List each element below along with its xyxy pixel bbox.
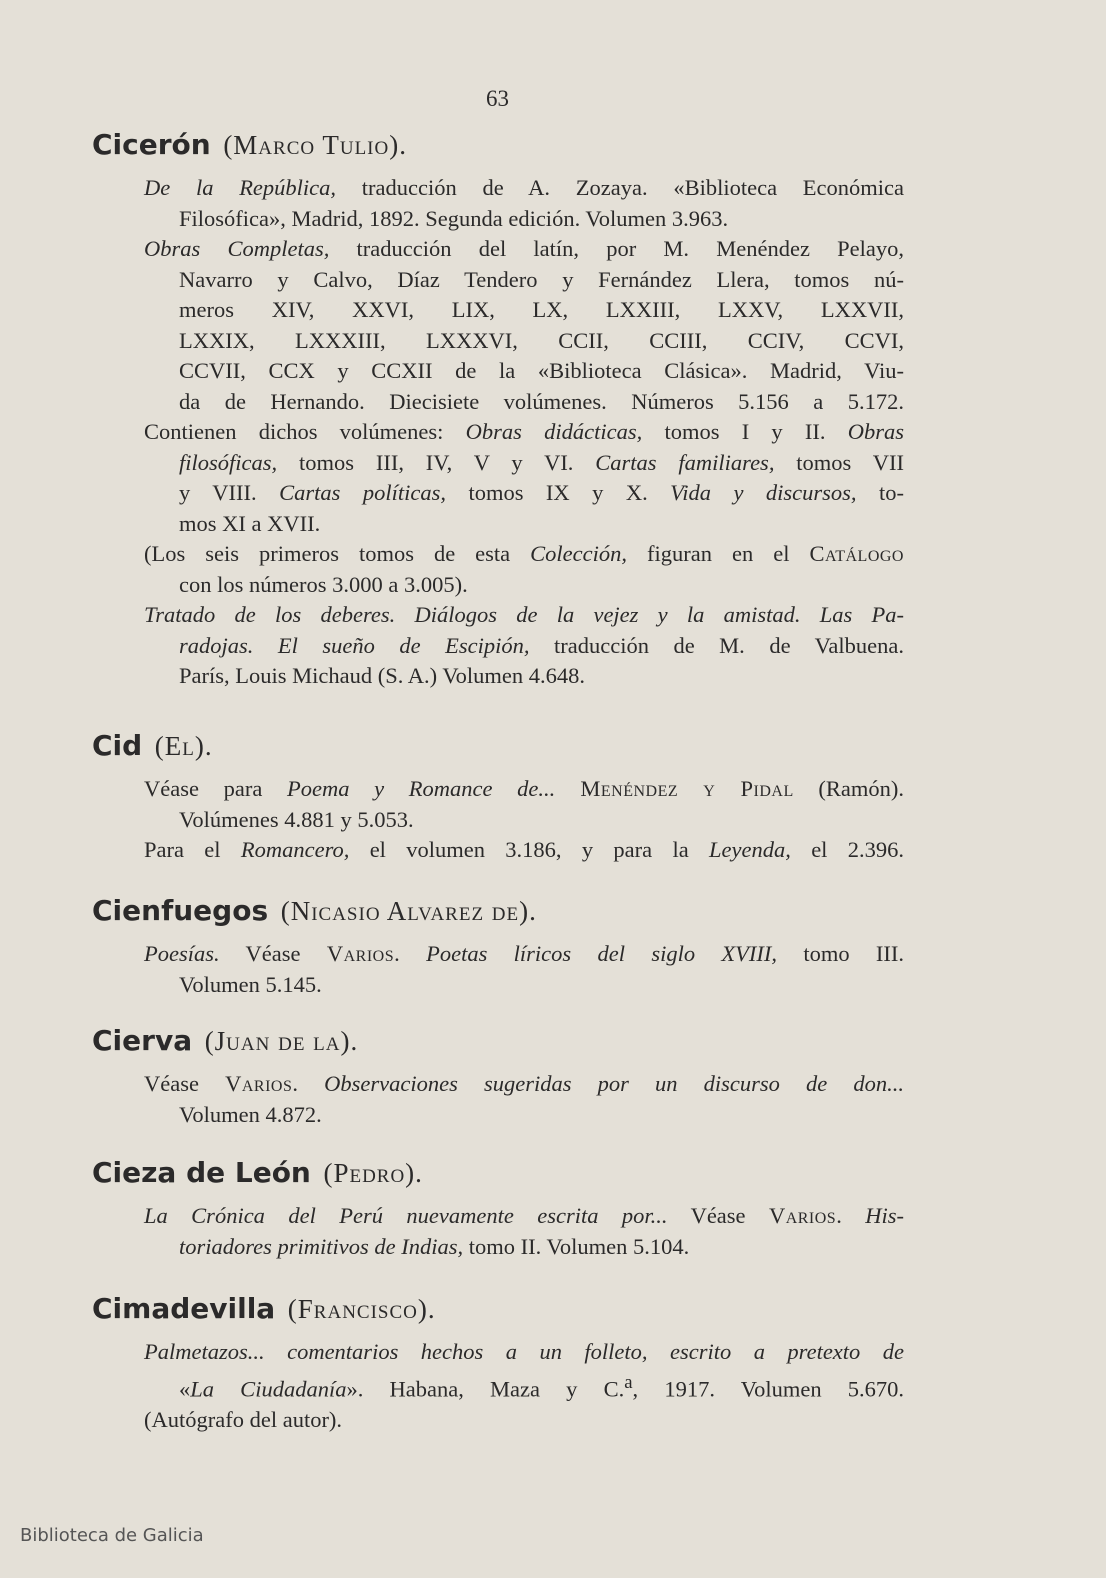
entry-line: Palmetazos... comentarios hechos a un folleto, escrito a pretexto de: [144, 1339, 904, 1364]
entry-body: [92, 774, 904, 866]
author-name: Cierva: [92, 1024, 193, 1057]
entry-cierva: [92, 1022, 904, 1130]
author-name: Cienfuegos: [92, 894, 269, 927]
entry-heading: [92, 126, 904, 165]
entry-body: [92, 939, 904, 1000]
entry-line: Véase Varios. Observaciones sugeridas por un discurso de don...: [144, 1071, 904, 1096]
author-name: Cid: [92, 729, 143, 762]
entry-cimadevilla: [92, 1290, 904, 1435]
entry-line: Navarro y Calvo, Díaz Tendero y Fernández Llera, tomos nú-: [179, 266, 904, 292]
entry-line: da de Hernando. Diecisiete volúmenes. Números 5.156 a 5.172.: [179, 388, 904, 414]
entry-heading: [92, 727, 904, 766]
page-number: 63: [486, 86, 509, 111]
entry-body: [92, 1201, 904, 1262]
entry-line: Véase para Poema y Romance de... Menéndez y Pidal (Ramón).: [144, 776, 904, 801]
entry-line: Poesías. Véase Varios. Poetas líricos del siglo XVIII, tomo III.: [144, 941, 905, 966]
entry-line: Volumen 4.872.: [179, 1101, 322, 1127]
entry-line: Para el Romancero, el volumen 3.186, y para la Leyenda, el 2.396.: [144, 837, 904, 862]
entry-line: toriadores primitivos de Indias, tomo II. Volumen 5.104.: [179, 1233, 690, 1259]
entry-body: [92, 1069, 904, 1130]
entry-heading: [92, 1290, 904, 1329]
entry-body: [92, 1337, 904, 1435]
entry-line: Contienen dichos volúmenes: Obras didácticas, tomos I y II. Obras: [144, 419, 904, 444]
entry-cid: [92, 727, 904, 866]
entry-ciceron: [92, 126, 904, 692]
author-name: Cieza de León: [92, 1156, 311, 1189]
entry-line: filosóficas, tomos III, IV, V y VI. Cartas familiares, tomos VII: [179, 449, 904, 475]
entry-line: (Autógrafo del autor).: [144, 1406, 343, 1432]
entry-line: París, Louis Michaud (S. A.) Volumen 4.648.: [179, 663, 586, 688]
entry-line: Volumen 5.145.: [179, 971, 322, 997]
entry-line: (Los seis primeros tomos de esta Colección, figuran en el Catálogo: [144, 541, 904, 566]
author-given-name: (Nicasio Alvarez de).: [280, 896, 537, 926]
entry-line: y VIII. Cartas políticas, tomos IX y X. Vida y discursos, to-: [179, 480, 905, 505]
entry-line: «La Ciudadanía». Habana, Maza y C.$^a$, 1917. Volumen 5.670.: [179, 1371, 904, 1401]
author-name: Cimadevilla: [92, 1292, 276, 1325]
entry-line: Volúmenes 4.881 y 5.053.: [179, 806, 414, 832]
entry-body: [92, 173, 904, 692]
entry-line: Obras Completas, traducción del latín, por M. Menéndez Pelayo,: [144, 236, 904, 261]
entry-cienfuegos: [92, 892, 904, 1000]
author-given-name: (Pedro).: [323, 1158, 423, 1188]
entry-heading: [92, 1022, 904, 1061]
entry-line: meros XIV, XXVI, LIX, LX, LXXIII, LXXV, LXXVII,: [179, 297, 904, 322]
author-name: Cicerón: [92, 128, 211, 161]
author-given-name: (El).: [154, 731, 213, 761]
entry-line: radojas. El sueño de Escipión, traducción de M. de Valbuena.: [179, 632, 904, 658]
entry-line: Tratado de los deberes. Diálogos de la vejez y la amistad. Las Pa-: [144, 602, 904, 627]
author-given-name: (Juan de la).: [204, 1026, 359, 1056]
entry-heading: [92, 1154, 904, 1193]
author-given-name: (Marco Tulio).: [223, 130, 407, 160]
entry-line: mos XI a XVII.: [179, 510, 321, 536]
entry-line: De la República, traducción de A. Zozaya. «Biblioteca Económica: [144, 175, 904, 200]
entry-line: La Crónica del Perú nuevamente escrita por... Véase Varios. His-: [144, 1203, 905, 1228]
library-watermark: Biblioteca de Galicia: [20, 1525, 204, 1546]
entry-line: CCVII, CCX y CCXII de la «Biblioteca Clásica». Madrid, Viu-: [179, 358, 904, 383]
entry-heading: [92, 892, 904, 931]
author-given-name: (Francisco).: [287, 1294, 436, 1324]
entry-line: LXXIX, LXXXIII, LXXXVI, CCII, CCIII, CCIV, CCVI,: [179, 327, 904, 353]
entry-line: Filosófica», Madrid, 1892. Segunda edición. Volumen 3.963.: [179, 205, 729, 231]
entry-cieza: [92, 1154, 904, 1262]
entry-line: con los números 3.000 a 3.005).: [179, 571, 468, 597]
